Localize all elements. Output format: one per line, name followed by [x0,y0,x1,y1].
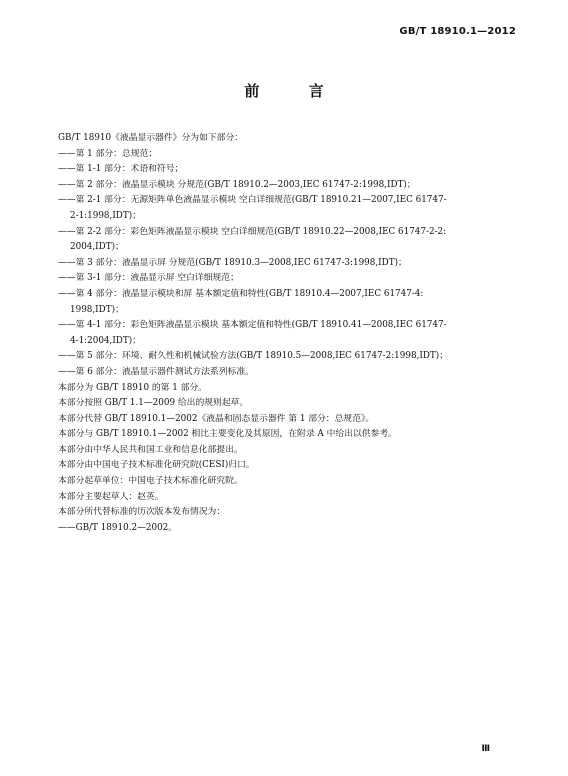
text-line-continuation: 2-1:1998,IDT)； [70,210,141,221]
text-line: 本部分所代替标准的历次版本发布情况为： [58,507,226,518]
text-line: 本部分与 GB/T 18910.1—2002 相比主要变化及其原因，在附录 A 中给出以供参考。 [58,429,397,440]
text-line: ——第 3 部分：液晶显示屏 分规范(GB/T 18910.3—2008,IEC 61747-3:1998,IDT)； [58,257,407,268]
text-line: ——第 4-1 部分：彩色矩阵液晶显示模块 基本额定值和特性(GB/T 18910.41—2008,IEC 61747- [58,320,447,331]
text-line-continuation: 2004,IDT)； [70,242,124,253]
text-line-continuation: 1998,IDT)； [70,304,124,315]
text-line: 本部分由中国电子技术标准化研究院(CESI)归口。 [58,460,255,471]
text-line: ——第 1-1 部分：术语和符号； [58,164,184,175]
text-line-continuation: 4-1:2004,IDT)； [70,335,141,346]
document-body [58,131,518,536]
text-line: ——第 3-1 部分：液晶显示屏 空白详细规范； [58,273,239,284]
page-number: Ⅲ [481,744,490,754]
text-line: ——第 2-1 部分：无源矩阵单色液晶显示模块 空白详细规范(GB/T 18910.21—2007,IEC 61747- [58,195,447,206]
text-line: ——第 6 部分：液晶显示器件测试方法系列标准。 [58,366,254,377]
text-line: ——GB/T 18910.2—2002。 [58,522,178,533]
text-line: 本部分代替 GB/T 18910.1—2002《液晶和固态显示器件 第 1 部分：总规范》。 [58,413,375,424]
text-line: ——第 1 部分：总规范； [58,148,158,159]
text-line: ——第 5 部分：环境、耐久性和机械试验方法(GB/T 18910.5—2008,IEC 61747-2:1998,IDT)； [58,351,448,362]
standard-code: GB/T 18910.1—2012 [399,26,516,37]
text-line: 本部分为 GB/T 18910 的第 1 部分。 [58,382,208,393]
text-line: ——第 4 部分：液晶显示模块和屏 基本额定值和特性(GB/T 18910.4—2007,IEC 61747-4: [58,288,424,299]
text-line: ——第 2 部分：液晶显示模块 分规范(GB/T 18910.2—2003,IEC 61747-2:1998,IDT)； [58,179,416,190]
text-line: 本部分由中华人民共和国工业和信息化部提出。 [58,444,243,455]
text-line: 本部分按照 GB/T 1.1—2009 给出的规则起草。 [58,398,249,409]
text-line: ——第 2-2 部分：彩色矩阵液晶显示模块 空白详细规范(GB/T 18910.22—2008,IEC 61747-2-2: [58,226,447,237]
text-line: 本部分主要起草人：赵英。 [58,491,164,502]
page-title: 前 言 [244,82,346,100]
text-line: GB/T 18910《液晶显示器件》分为如下部分： [58,133,244,143]
text-line: 本部分起草单位：中国电子技术标准化研究院。 [58,476,243,487]
